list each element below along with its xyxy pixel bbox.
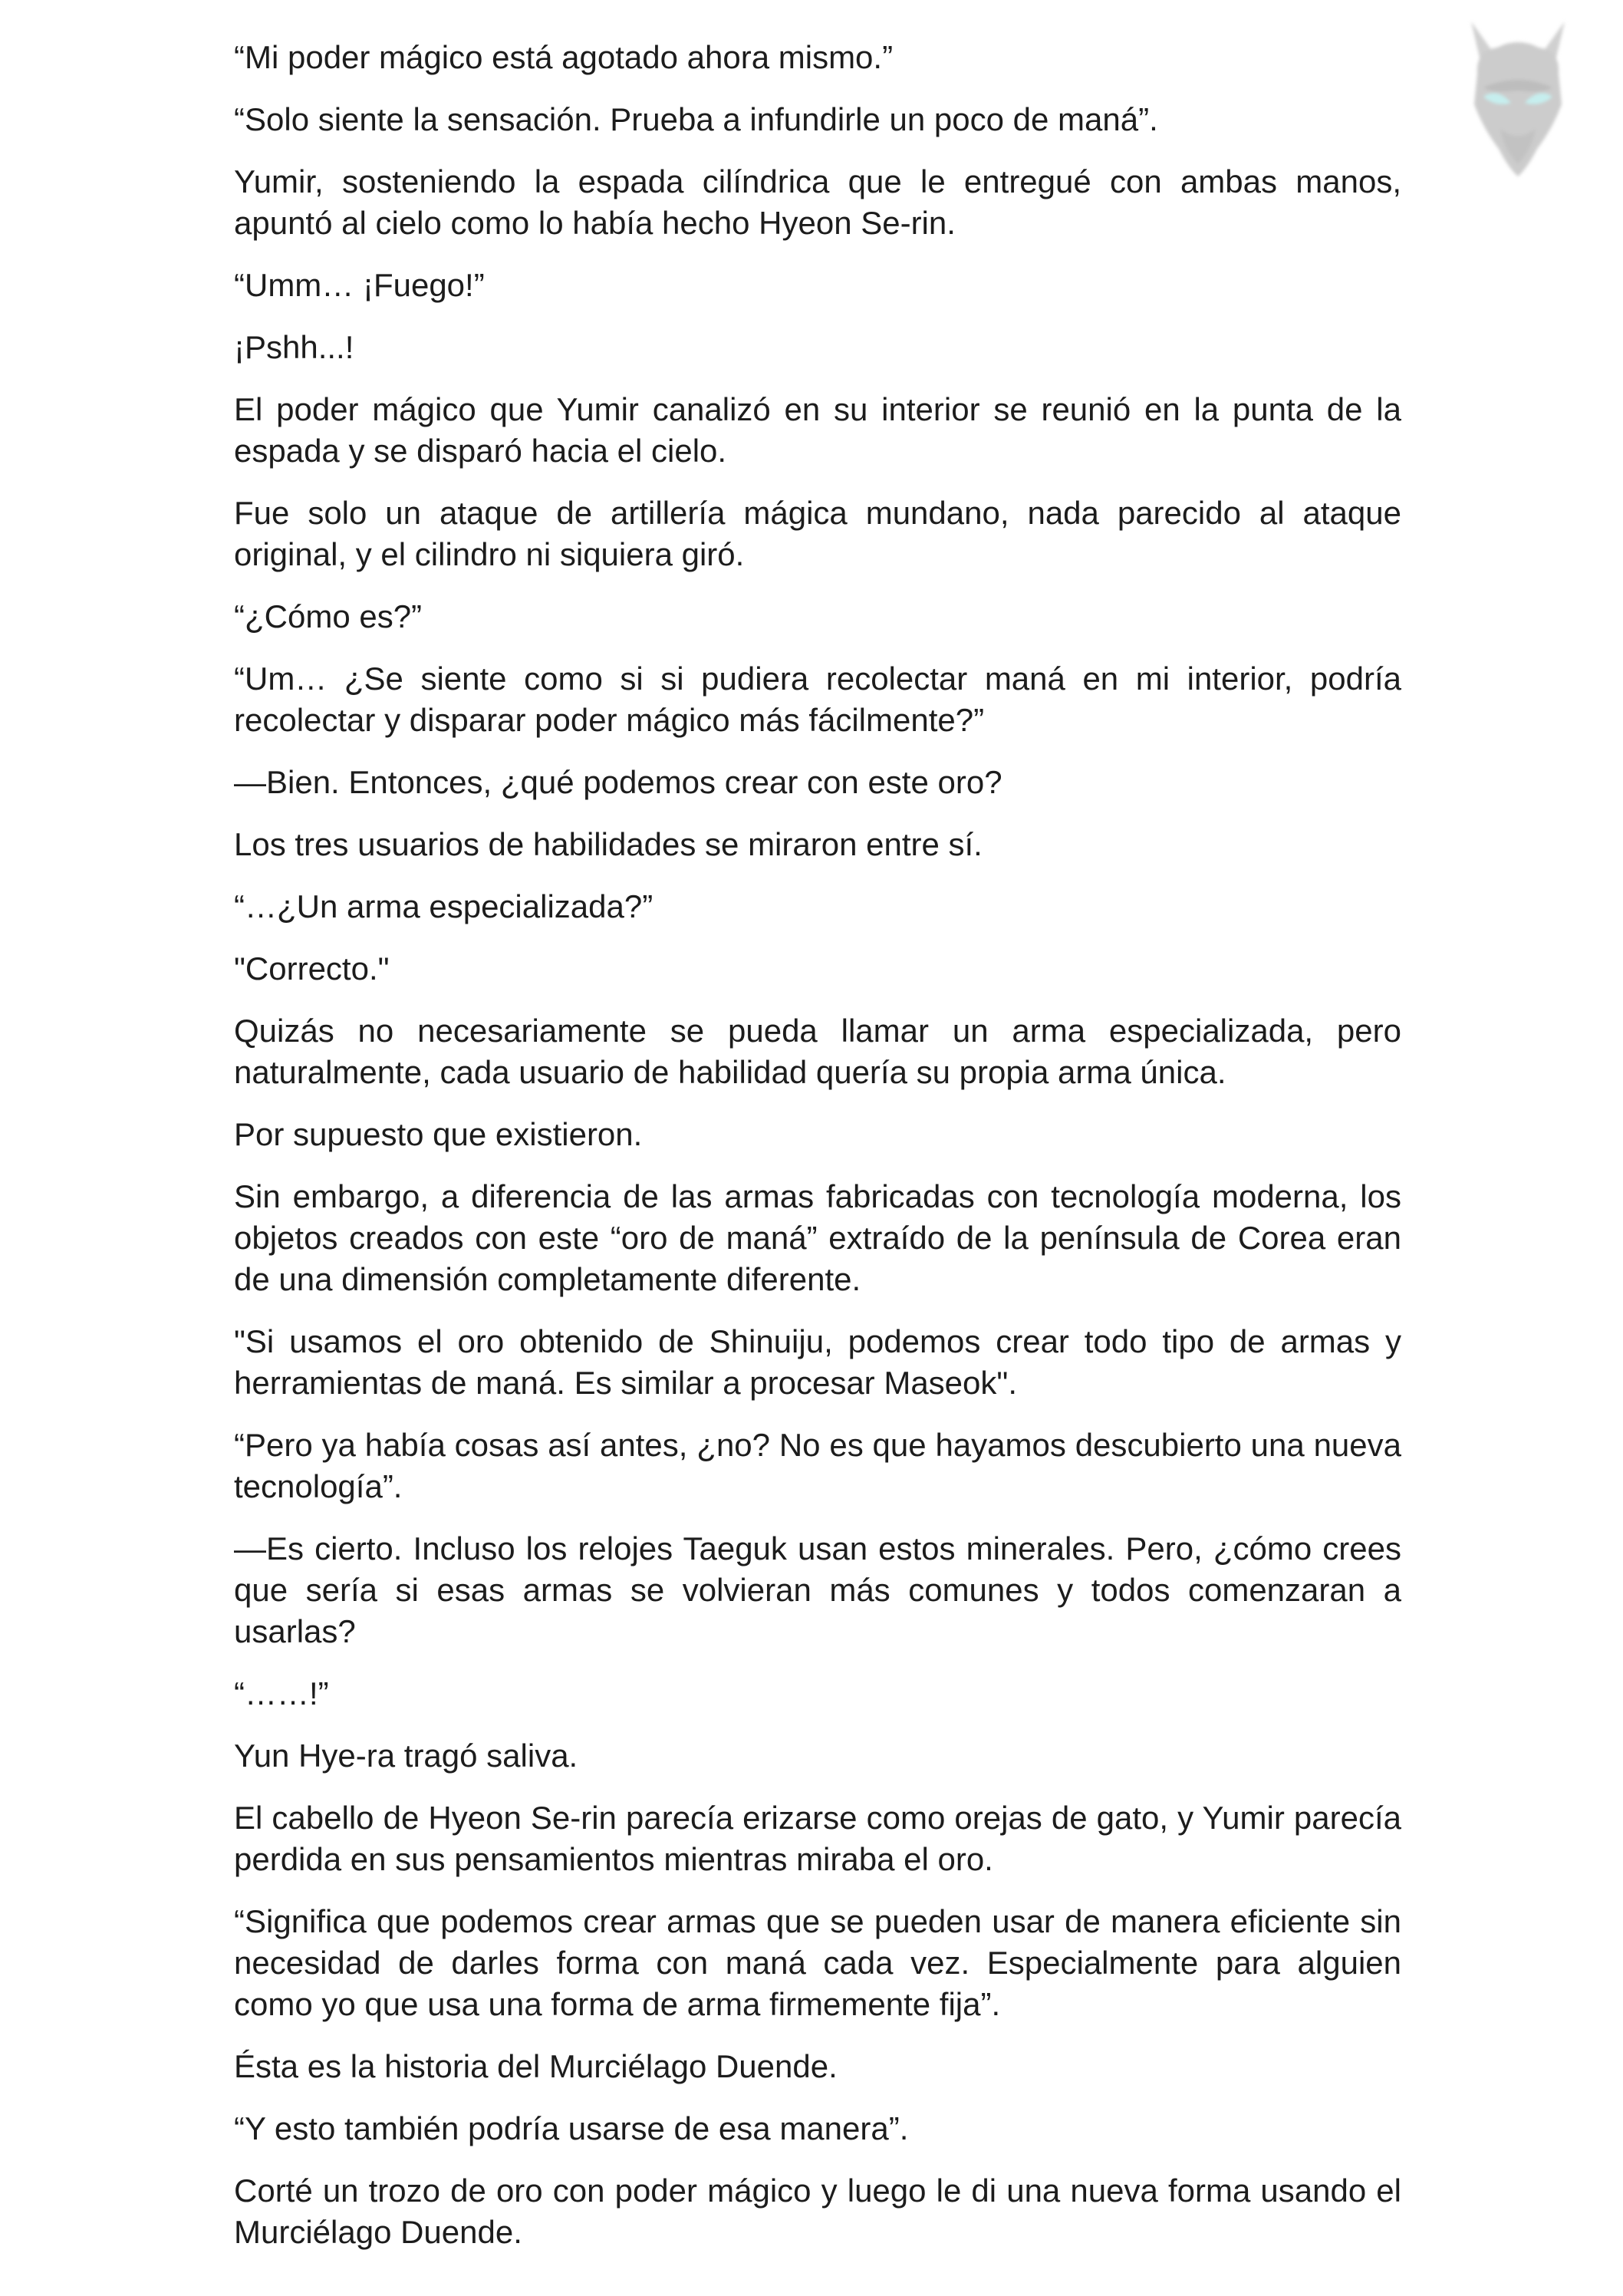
paragraph: “……!”	[234, 1675, 329, 1711]
paragraph: El poder mágico que Yumir canalizó en su interior se reunió en la punta de la espada y se disparó hacia el cielo.	[234, 391, 1401, 469]
paragraph: Fue solo un ataque de artillería mágica mundano, nada parecido al ataque original, y el cilindro ni siquiera giró.	[234, 495, 1401, 572]
paragraph: “Y esto también podría usarse de esa manera”.	[234, 2110, 909, 2146]
paragraph: Yumir, sosteniendo la espada cilíndrica que le entregué con ambas manos, apuntó al cielo como lo había hecho Hyeon Se-rin.	[234, 163, 1401, 241]
paragraph: Quizás no necesariamente se pueda llamar un arma especializada, pero naturalmente, cada usuario de habilidad quería su propia arma única.	[234, 1013, 1401, 1090]
paragraph: "Correcto."	[234, 950, 390, 987]
paragraph: Sin embargo, a diferencia de las armas fabricadas con tecnología moderna, los objetos creados con este “oro de maná” extraído de la península de Corea eran de una dimensión completamente diferente.	[234, 1178, 1401, 1297]
paragraph: “Significa que podemos crear armas que se pueden usar de manera eficiente sin necesidad de darles forma con maná cada vez. Especialmente para alguien como yo que usa una forma de arma firmemente fija”.	[234, 1903, 1401, 2022]
paragraph: “…¿Un arma especializada?”	[234, 888, 653, 924]
demon-head-watermark-icon	[1460, 14, 1575, 186]
paragraph: "Si usamos el oro obtenido de Shinuiju, podemos crear todo tipo de armas y herramientas de maná. Es similar a procesar Maseok".	[234, 1323, 1401, 1401]
paragraph: ¡Pshh...!	[234, 329, 354, 365]
paragraph: “Um… ¿Se siente como si si pudiera recolectar maná en mi interior, podría recolectar y disparar poder mágico más fácilmente?”	[234, 660, 1401, 738]
paragraph: “Mi poder mágico está agotado ahora mismo.”	[234, 39, 894, 75]
document-body	[234, 37, 1401, 2274]
paragraph: Corté un trozo de oro con poder mágico y luego le di una nueva forma usando el Murciélago Duende.	[234, 2172, 1401, 2250]
paragraph: “Pero ya había cosas así antes, ¿no? No es que hayamos descubierto una nueva tecnología”.	[234, 1427, 1401, 1504]
paragraph: —Bien. Entonces, ¿qué podemos crear con este oro?	[234, 764, 1002, 800]
paragraph: El cabello de Hyeon Se-rin parecía erizarse como orejas de gato, y Yumir parecía perdida en sus pensamientos mientras miraba el oro.	[234, 1800, 1401, 1877]
paragraph: Los tres usuarios de habilidades se miraron entre sí.	[234, 826, 983, 862]
paragraph: Por supuesto que existieron.	[234, 1116, 643, 1152]
paragraph: “Umm… ¡Fuego!”	[234, 267, 485, 303]
paragraph: “¿Cómo es?”	[234, 598, 423, 634]
paragraph: Yun Hye-ra tragó saliva.	[234, 1738, 578, 1774]
paragraph: —Es cierto. Incluso los relojes Taeguk usan estos minerales. Pero, ¿cómo crees que sería si esas armas se volvieran más comunes y todos comenzaran a usarlas?	[234, 1530, 1401, 1649]
paragraph: “Solo siente la sensación. Prueba a infundirle un poco de maná”.	[234, 101, 1158, 137]
paragraph: Ésta es la historia del Murciélago Duende.	[234, 2048, 838, 2084]
